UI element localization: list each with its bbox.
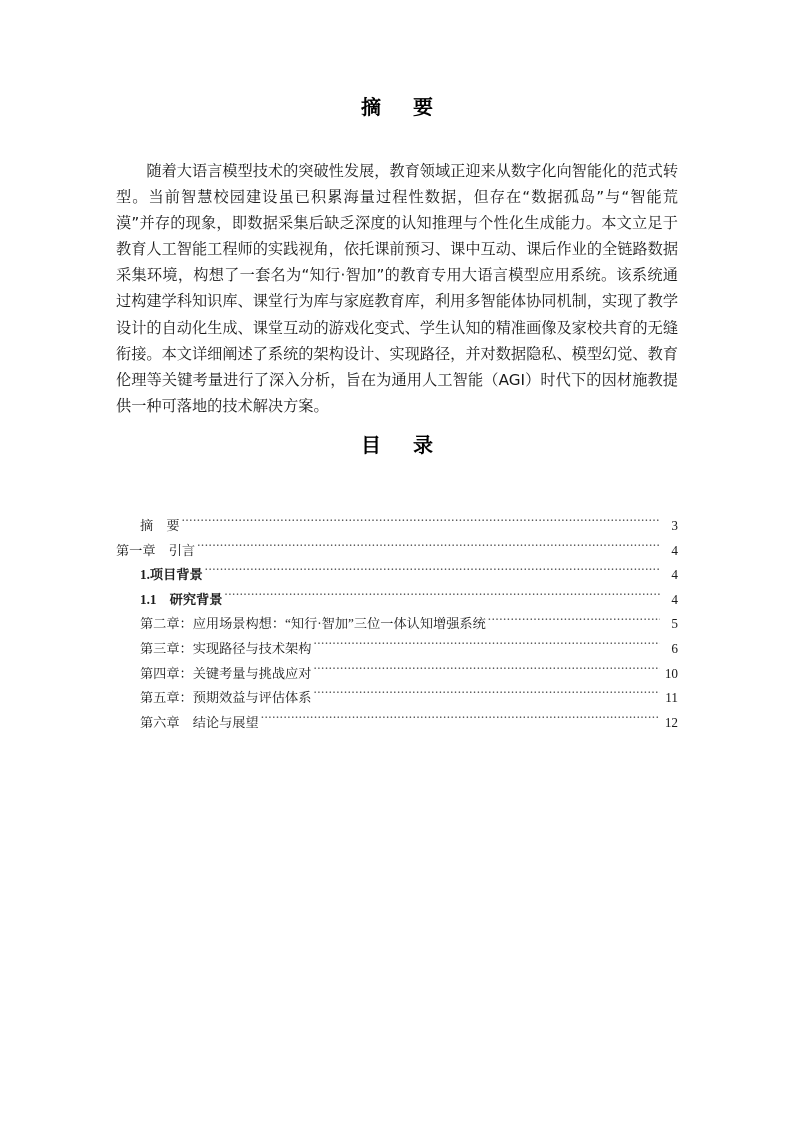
toc-entry-label: 第一章 引言 xyxy=(116,542,196,558)
toc-dot-leader xyxy=(313,640,660,653)
abstract-section xyxy=(116,96,678,419)
toc-dot-leader xyxy=(182,517,660,530)
toc-dot-leader xyxy=(261,714,660,727)
toc-entry-page-number: 4 xyxy=(671,591,678,607)
toc-dot-leader xyxy=(313,689,660,702)
toc-entry-label: 第二章：应用场景构想：“知行·智加”三位一体认知增强系统 xyxy=(140,616,486,632)
toc-entry-label: 第三章：实现路径与技术架构 xyxy=(140,640,312,656)
abstract-body-text: 随着大语言模型技术的突破性发展，教育领域正迎来从数字化向智能化的范式转型。当前智慧校园建设虽已积累海量过程性数据，但存在“数据孤岛”与“智能荒漠”并存的现象，即数据采集后缺乏深度的认知推理与个性化生成能力。本文立足于教育人工智能工程师的实践视角，依托课前预习、课中互动、课后作业的全链路数据采集环境，构想了一套名为“知行·智加”的教育专用大语言模型应用系统。该系统通过构建学科知识库、课堂行为库与家庭教育库，利用多智能体协同机制，实现了教学设计的自动化生成、课堂互动的游戏化变式、学生认知的精准画像及家校共育的无缝衔接。本文详细阐述了系统的架构设计、实现路径，并对数据隐私、模型幻觉、教育伦理等关键考量进行了深入分析，旨在为通用人工智能（AGI）时代下的因材施教提供一种可落地的技术解决方案。 xyxy=(116,162,678,415)
toc-entry-page-number: 3 xyxy=(671,518,678,533)
toc-entry[interactable] xyxy=(116,612,678,637)
toc-entry[interactable] xyxy=(116,563,678,588)
toc-dot-leader xyxy=(197,541,660,554)
toc-dot-leader xyxy=(313,664,660,677)
toc-entry-page-number: 6 xyxy=(671,640,678,656)
toc-entry-label: 第四章：关键考量与挑战应对 xyxy=(140,665,312,681)
toc-entry-label: 第六章 结论与展望 xyxy=(140,714,259,730)
toc-entry-page-number: 5 xyxy=(671,616,678,632)
toc-dot-leader xyxy=(205,566,660,579)
abstract-heading: 摘 要 xyxy=(361,97,439,119)
toc-entry-page-number: 4 xyxy=(671,567,678,583)
toc-list xyxy=(116,514,678,735)
toc-heading: 目 录 xyxy=(361,435,439,457)
toc-entry[interactable] xyxy=(116,637,678,662)
toc-entry-label: 摘 要 xyxy=(140,518,180,533)
toc-entry[interactable] xyxy=(116,686,678,711)
toc-entry-page-number: 11 xyxy=(665,690,678,706)
toc-entry-page-number: 12 xyxy=(664,714,678,730)
table-of-contents-section xyxy=(116,434,678,735)
toc-entry-page-number: 4 xyxy=(671,542,678,558)
toc-entry-page-number: 10 xyxy=(664,665,678,681)
toc-entry[interactable] xyxy=(116,662,678,687)
toc-entry[interactable] xyxy=(116,514,678,539)
toc-entry-label: 1.1 研究背景 xyxy=(140,591,223,607)
toc-entry[interactable] xyxy=(116,588,678,613)
toc-dot-leader xyxy=(488,615,660,628)
toc-entry[interactable] xyxy=(116,711,678,736)
toc-entry-label: 1.项目背景 xyxy=(140,567,203,583)
toc-entry-label: 第五章：预期效益与评估体系 xyxy=(140,690,312,706)
toc-entry[interactable] xyxy=(116,539,678,564)
toc-dot-leader xyxy=(224,591,660,604)
